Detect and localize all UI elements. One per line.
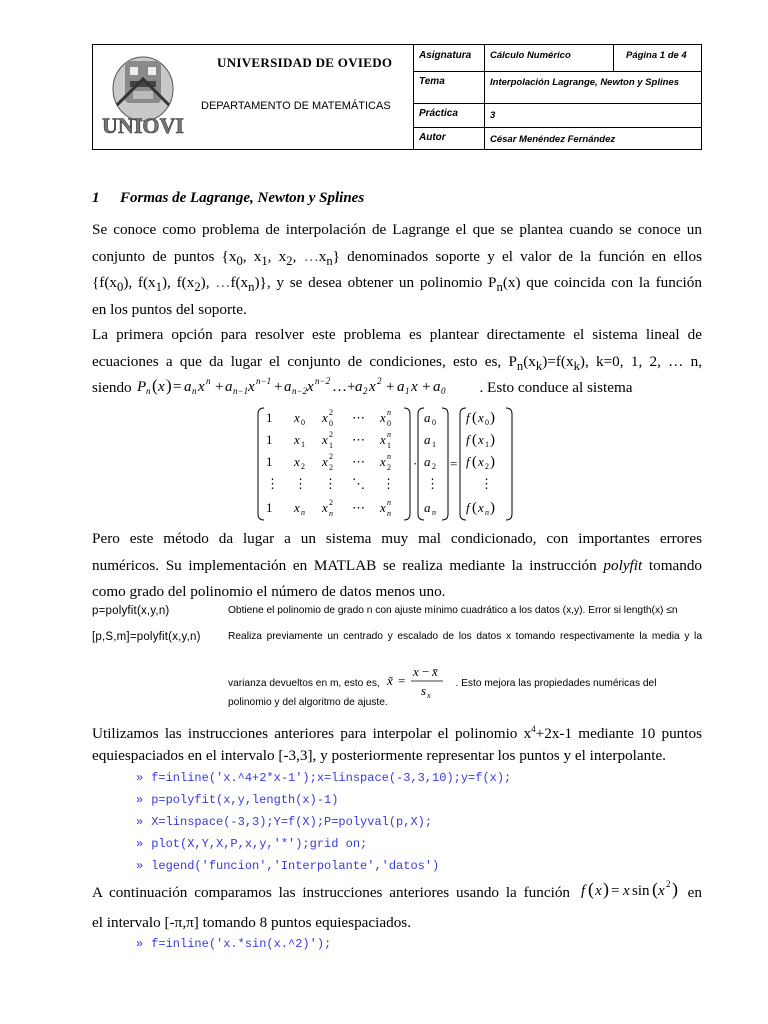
svg-text:⋮: ⋮ (426, 476, 439, 491)
svg-text:1: 1 (266, 432, 273, 447)
svg-text:): ) (671, 879, 678, 899)
svg-text:+: + (274, 379, 283, 395)
section-title-text: Formas de Lagrange, Newton y Splines (120, 190, 365, 206)
command-row-cont (92, 697, 702, 713)
svg-text:a: a (424, 432, 431, 447)
svg-text:−: − (422, 664, 430, 679)
svg-text:⋯: ⋯ (352, 432, 365, 447)
code-line: » f=inline('x.*sin(x.^2)'); (136, 937, 332, 951)
polynomial-formula (135, 375, 479, 397)
code-line: » f=inline('x.^4+2*x-1');x=linspace(-3,3,10);y=f(x); (136, 771, 512, 785)
svg-text:n−1: n−1 (233, 386, 249, 396)
command-description: polinomio y del algoritmo de ajuste. (228, 697, 388, 708)
svg-text:x: x (198, 379, 206, 395)
code-line: » plot(X,Y,X,P,x,y,'*');grid on; (136, 837, 368, 851)
svg-text:2: 2 (387, 463, 391, 472)
svg-text:2: 2 (432, 462, 436, 471)
svg-text:f: f (466, 432, 470, 447)
svg-text:a: a (397, 379, 405, 395)
svg-text:0: 0 (387, 419, 391, 428)
text-line: Pero este método da lugar a un sistema muy mal condicionado, con importantes errores (92, 530, 702, 547)
section-number: 1 (92, 190, 100, 206)
svg-text:n: n (387, 452, 391, 461)
svg-text:(: ( (587, 879, 594, 899)
prompt-symbol: » (136, 937, 144, 951)
svg-text:2: 2 (329, 408, 333, 417)
svg-text:x: x (413, 664, 420, 679)
svg-text:n−2: n−2 (292, 386, 308, 396)
svg-text:(: ( (472, 410, 477, 426)
header-value: César Menéndez Fernández (490, 134, 616, 145)
text-line: La primera opción para resolver este problema es plantear directamente el sistema lineal de (92, 326, 702, 343)
svg-text:a: a (184, 379, 192, 395)
command-description: Obtiene el polinomio de grado n con ajuste mínimo cuadrático a los datos (x,y). Error si length(x) ≤n (228, 605, 678, 616)
svg-text:n−2: n−2 (315, 376, 331, 386)
svg-text:x: x (294, 410, 300, 425)
university-name: UNIVERSIDAD DE OVIEDO (217, 55, 393, 70)
svg-text:n: n (387, 498, 391, 507)
command-name: [p,S,m]=polyfit(x,y,n) (92, 631, 201, 643)
svg-text:x: x (411, 379, 419, 395)
svg-text:x: x (307, 379, 315, 395)
svg-text:⋮: ⋮ (294, 476, 307, 491)
svg-text:x: x (322, 432, 328, 447)
text-line: numéricos. Su implementación en MATLAB se realiza mediante la instrucción polyfit tomando (92, 556, 703, 574)
header-row-tema (413, 71, 701, 104)
svg-text:⋯: ⋯ (352, 500, 365, 515)
svg-text:⋯: ⋯ (352, 454, 365, 469)
prompt-symbol: » (136, 859, 144, 873)
svg-text:…+: …+ (332, 379, 356, 395)
svg-text:n: n (387, 408, 391, 417)
text-line: Se conoce como problema de interpolación de Lagrange el que se plantea cuando se conoce un (92, 221, 702, 238)
section-title (92, 190, 364, 207)
svg-text:x: x (294, 500, 300, 515)
svg-text:2: 2 (329, 452, 333, 461)
department-name: DEPARTAMENTO DE MATEMÁTICAS (201, 100, 391, 112)
svg-text:2: 2 (363, 386, 368, 396)
header-left-cell (93, 45, 414, 149)
svg-text:a: a (424, 410, 431, 425)
prompt-symbol: » (136, 793, 144, 807)
svg-text:P: P (137, 379, 147, 395)
svg-text:x: x (322, 410, 328, 425)
svg-text:): ) (490, 410, 495, 426)
svg-text:f: f (466, 410, 470, 425)
header-label: Asignatura (413, 45, 485, 71)
text-line: equiespaciados en el intervalo [-3,3], y posteriormente representar los puntos y el interpolante. (92, 746, 666, 764)
svg-text:x: x (322, 454, 328, 469)
svg-text:1: 1 (329, 441, 333, 450)
svg-text:n: n (192, 386, 197, 396)
svg-text:⋮: ⋮ (266, 476, 279, 491)
svg-text:=: = (398, 673, 406, 688)
svg-text:sin: sin (631, 883, 650, 899)
svg-text:0: 0 (329, 419, 333, 428)
prompt-symbol: » (136, 815, 144, 829)
svg-text:n: n (329, 509, 333, 518)
text-line: en los puntos del soporte. (92, 300, 247, 318)
header-row-asignatura (413, 45, 701, 72)
svg-text:(: ( (651, 879, 658, 899)
svg-text:0: 0 (441, 386, 446, 396)
svg-text:x̃: x̃ (387, 673, 394, 688)
svg-text:n−1: n−1 (256, 376, 272, 386)
svg-text:⋱: ⋱ (352, 476, 365, 491)
text-line: el intervalo [-π,π] tomando 8 puntos equiespaciados. (92, 914, 412, 931)
svg-text:1: 1 (405, 386, 410, 396)
svg-text:1: 1 (266, 454, 273, 469)
svg-text:x: x (478, 500, 484, 515)
header-label: Tema (413, 71, 485, 103)
header-value: Interpolación Lagrange, Newton y Splines (490, 77, 679, 88)
svg-text:a: a (225, 379, 233, 395)
svg-text:x: x (478, 454, 484, 469)
svg-text:n: n (387, 509, 391, 518)
function-formula (577, 878, 681, 902)
svg-text:): ) (602, 879, 609, 899)
svg-text:a: a (284, 379, 292, 395)
svg-text:a: a (424, 500, 431, 515)
svg-text:(: ( (472, 432, 477, 448)
linear-system-matrix (256, 404, 516, 524)
svg-text:f: f (466, 500, 470, 515)
svg-text:1: 1 (266, 410, 273, 425)
svg-text:a: a (355, 379, 363, 395)
svg-text:(: ( (152, 376, 159, 395)
header-row-autor (413, 127, 701, 149)
svg-text:x: x (380, 432, 386, 447)
svg-text:x: x (427, 691, 431, 700)
svg-text:x: x (294, 432, 300, 447)
svg-text:=: = (450, 456, 458, 471)
svg-text:1: 1 (432, 440, 436, 449)
svg-text:2: 2 (329, 430, 333, 439)
svg-text:⋮: ⋮ (382, 476, 395, 491)
command-row (92, 631, 702, 651)
logo-wordmark: UNIOVI (102, 113, 184, 138)
svg-text:⋮: ⋮ (324, 476, 337, 491)
command-row-cont (92, 652, 702, 700)
svg-text:x: x (657, 883, 665, 899)
svg-text:(: ( (472, 454, 477, 470)
svg-text:+: + (215, 379, 224, 395)
normalization-formula (385, 662, 455, 700)
paragraph-polyfit (92, 526, 702, 606)
svg-text:x: x (478, 432, 484, 447)
svg-text:1: 1 (485, 440, 489, 449)
svg-text:): ) (490, 454, 495, 470)
svg-text:1: 1 (266, 500, 273, 515)
header-label: Autor (413, 127, 485, 149)
svg-text:x: x (369, 379, 377, 395)
command-name: p=polyfit(x,y,n) (92, 605, 170, 617)
page-indicator: Página 1 de 4 (613, 45, 701, 71)
command-description: varianza devueltos en m, esto es, x̃ = x − x̄ s x . Esto mejora las propiedades numéricas del (228, 664, 657, 700)
header-label: Práctica (413, 103, 485, 127)
header-table (92, 44, 702, 150)
svg-text:x: x (294, 454, 300, 469)
svg-text:1: 1 (301, 440, 305, 449)
svg-text:·: · (413, 456, 418, 471)
svg-text:0: 0 (485, 418, 489, 427)
svg-text:x: x (594, 883, 602, 899)
svg-text:2: 2 (301, 462, 305, 471)
svg-text:2: 2 (485, 462, 489, 471)
svg-text:⋯: ⋯ (352, 410, 365, 425)
command-description: Realiza previamente un centrado y escalado de los datos x tomando respectivamente la media y la (228, 631, 702, 642)
svg-text:s: s (421, 683, 427, 698)
svg-text:n: n (387, 430, 391, 439)
svg-text:x: x (380, 500, 386, 515)
command-row (92, 605, 702, 625)
svg-text:0: 0 (432, 418, 436, 427)
text-line: Utilizamos las instrucciones anteriores para interpolar el polinomio $x^4+2x-1$ mediante 10 puntos (92, 724, 702, 743)
svg-text:f: f (466, 454, 470, 469)
svg-text:x: x (248, 379, 256, 395)
svg-text:x: x (380, 410, 386, 425)
svg-text:a: a (424, 454, 431, 469)
svg-text:⋮: ⋮ (480, 476, 493, 491)
header-value: 3 (490, 110, 496, 121)
svg-text:x: x (158, 379, 166, 395)
university-logo (97, 49, 189, 145)
paragraph-example (92, 716, 702, 769)
text-line: conjunto de puntos {$x_0$, $x_1$, $x_2$, $\dots x_n$} denominados soporte y el valor de la función en ellos (92, 247, 702, 268)
svg-text:n: n (206, 376, 211, 386)
svg-text:): ) (490, 432, 495, 448)
prompt-symbol: » (136, 837, 144, 851)
svg-text:a: a (433, 379, 441, 395)
svg-text:n: n (432, 508, 436, 517)
text-line: siendo P n ( x ) = a n x n + a n−1 x n−1 + a n−2 x n−2 …+ a 2 x 2 + a 1 x + a 0 . Esto conduce al sistema (92, 376, 633, 396)
code-line: » p=polyfit(x,y,length(x)-1) (136, 793, 339, 807)
svg-text:n: n (146, 386, 151, 396)
prompt-symbol: » (136, 771, 144, 785)
svg-text:+: + (386, 379, 395, 395)
svg-text:1: 1 (387, 441, 391, 450)
svg-text:): ) (166, 376, 173, 395)
svg-text:=: = (173, 379, 182, 395)
svg-text:): ) (490, 500, 495, 516)
paragraph-intro (92, 217, 702, 323)
text-line: como grado del polinomio el número de datos menos uno. (92, 583, 446, 600)
svg-text:x̄: x̄ (432, 664, 439, 679)
svg-text:x: x (478, 410, 484, 425)
code-line: » legend('funcion','Interpolante','datos') (136, 859, 440, 873)
svg-text:n: n (301, 508, 305, 517)
svg-text:x: x (622, 883, 630, 899)
paragraph-comparison (92, 876, 702, 937)
text-line: {$f(x_0)$, $f(x_1)$, $f(x_2)$, $\dots f(x_n)$}, y se desea obtener un polinomio $P_n(x)$ que coincida con la función (92, 274, 702, 295)
svg-text:2: 2 (377, 376, 382, 386)
svg-text:x: x (322, 500, 328, 515)
header-row-practica (413, 103, 701, 128)
text-line: ecuaciones a que da lugar el conjunto de condiciones, esto es, $P_n(x_k)=f(x_k)$, k=0, 1, 2, … n, (92, 352, 703, 373)
header-value: Cálculo Numérico (490, 50, 571, 61)
text-line: A continuación comparamos las instrucciones anteriores usando la función f ( x ) = x sin ( x 2 ) en (92, 879, 703, 901)
svg-text:2: 2 (329, 463, 333, 472)
svg-text:2: 2 (329, 498, 333, 507)
svg-text:=: = (610, 883, 620, 899)
svg-text:x: x (380, 454, 386, 469)
svg-text:+: + (422, 379, 431, 395)
paragraph-system (92, 322, 702, 402)
svg-text:f: f (580, 883, 586, 899)
svg-text:2: 2 (665, 879, 671, 889)
svg-text:(: ( (472, 500, 477, 516)
svg-text:n: n (485, 508, 489, 517)
header-info (413, 45, 701, 149)
svg-text:0: 0 (301, 418, 305, 427)
code-line: » X=linspace(-3,3);Y=f(X);P=polyval(p,X); (136, 815, 433, 829)
